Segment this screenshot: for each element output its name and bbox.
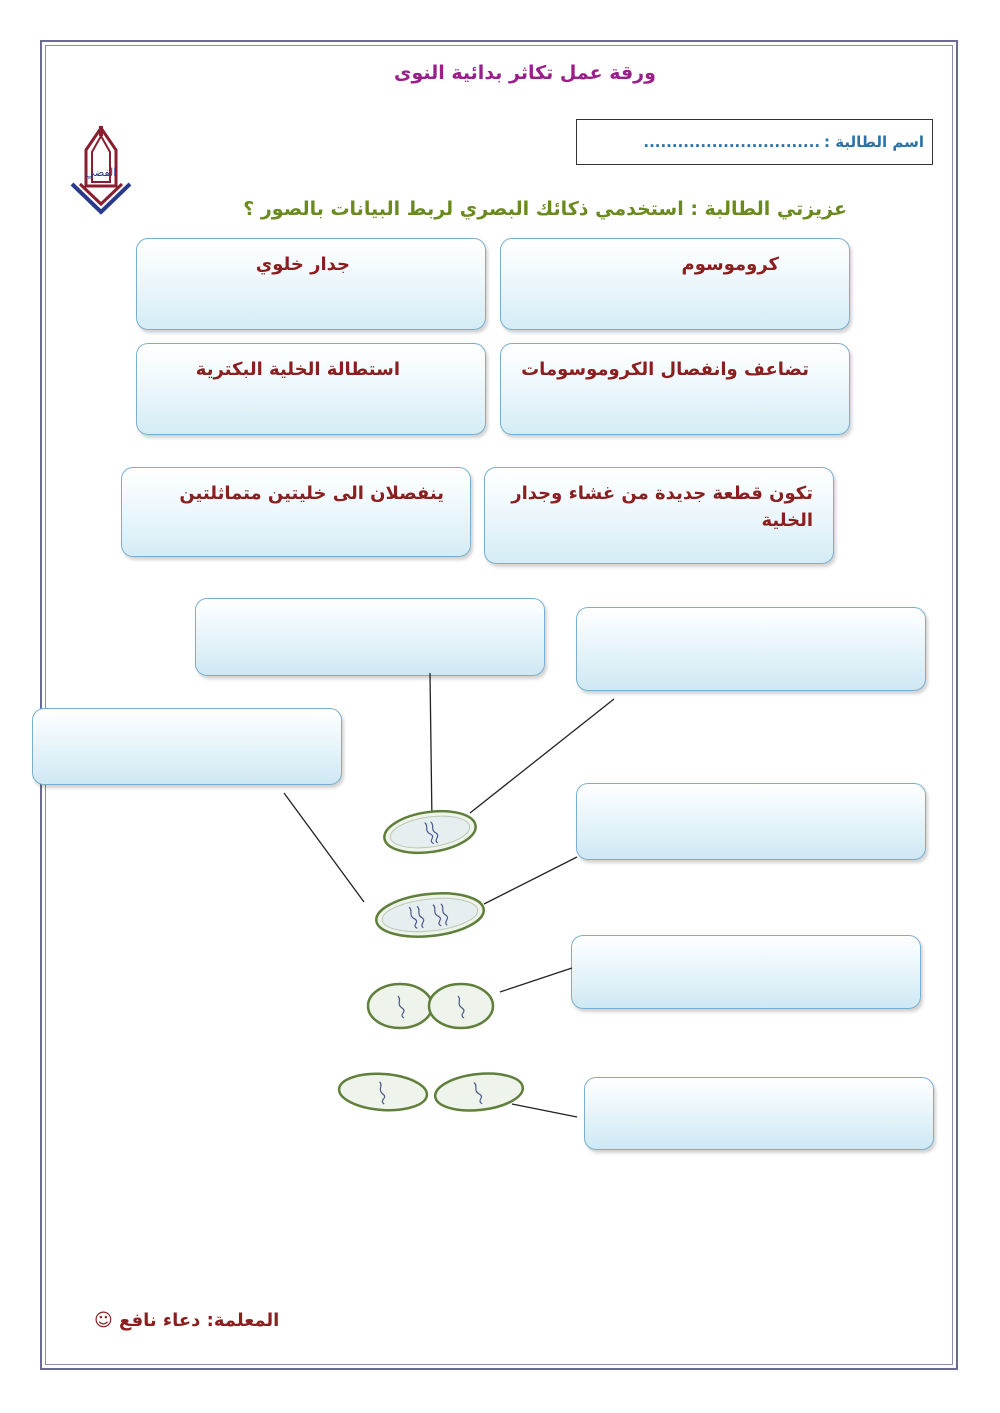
answer-box-left[interactable]: [32, 708, 342, 785]
word-card-label: تكون قطعة جديدة من غشاء وجدار الخلية: [511, 483, 813, 531]
worksheet-title: ورقة عمل تكاثر بدائية النوى: [394, 62, 656, 84]
word-card-chromosome[interactable]: [500, 238, 850, 330]
logo-text: الفضي: [85, 166, 117, 179]
word-card-split-cells[interactable]: [121, 467, 471, 557]
student-name-field[interactable]: [576, 119, 933, 165]
instruction-text: عزيزتي الطالبة : استخدمي ذكائك البصري لربط البيانات بالصور ؟: [243, 198, 847, 220]
answer-box-top-right[interactable]: [576, 607, 926, 691]
student-name-dots: ...............................: [643, 133, 821, 151]
school-logo-icon: [66, 124, 136, 220]
word-card-cell-wall[interactable]: [136, 238, 486, 330]
word-card-label: استطالة الخلية البكترية: [195, 359, 400, 380]
word-card-label: جدار خلوي: [255, 254, 350, 275]
teacher-name: المعلمة: دعاء نافع ☺: [94, 1310, 280, 1331]
word-card-cell-elongation[interactable]: [136, 343, 486, 435]
word-card-label: كروموسوم: [681, 254, 779, 275]
word-card-new-membrane[interactable]: [484, 467, 834, 564]
word-card-label: تضاعف وانفصال الكروموسومات: [521, 359, 809, 380]
answer-box-right-2[interactable]: [571, 935, 921, 1009]
answer-box-top-left[interactable]: [195, 598, 545, 676]
word-card-label: ينفصلان الى خليتين متماثلتين: [179, 483, 444, 504]
answer-box-right-1[interactable]: [576, 783, 926, 860]
answer-box-right-3[interactable]: [584, 1077, 934, 1150]
student-name-label: اسم الطالبة :: [824, 133, 924, 151]
word-card-chromosome-duplication[interactable]: [500, 343, 850, 435]
